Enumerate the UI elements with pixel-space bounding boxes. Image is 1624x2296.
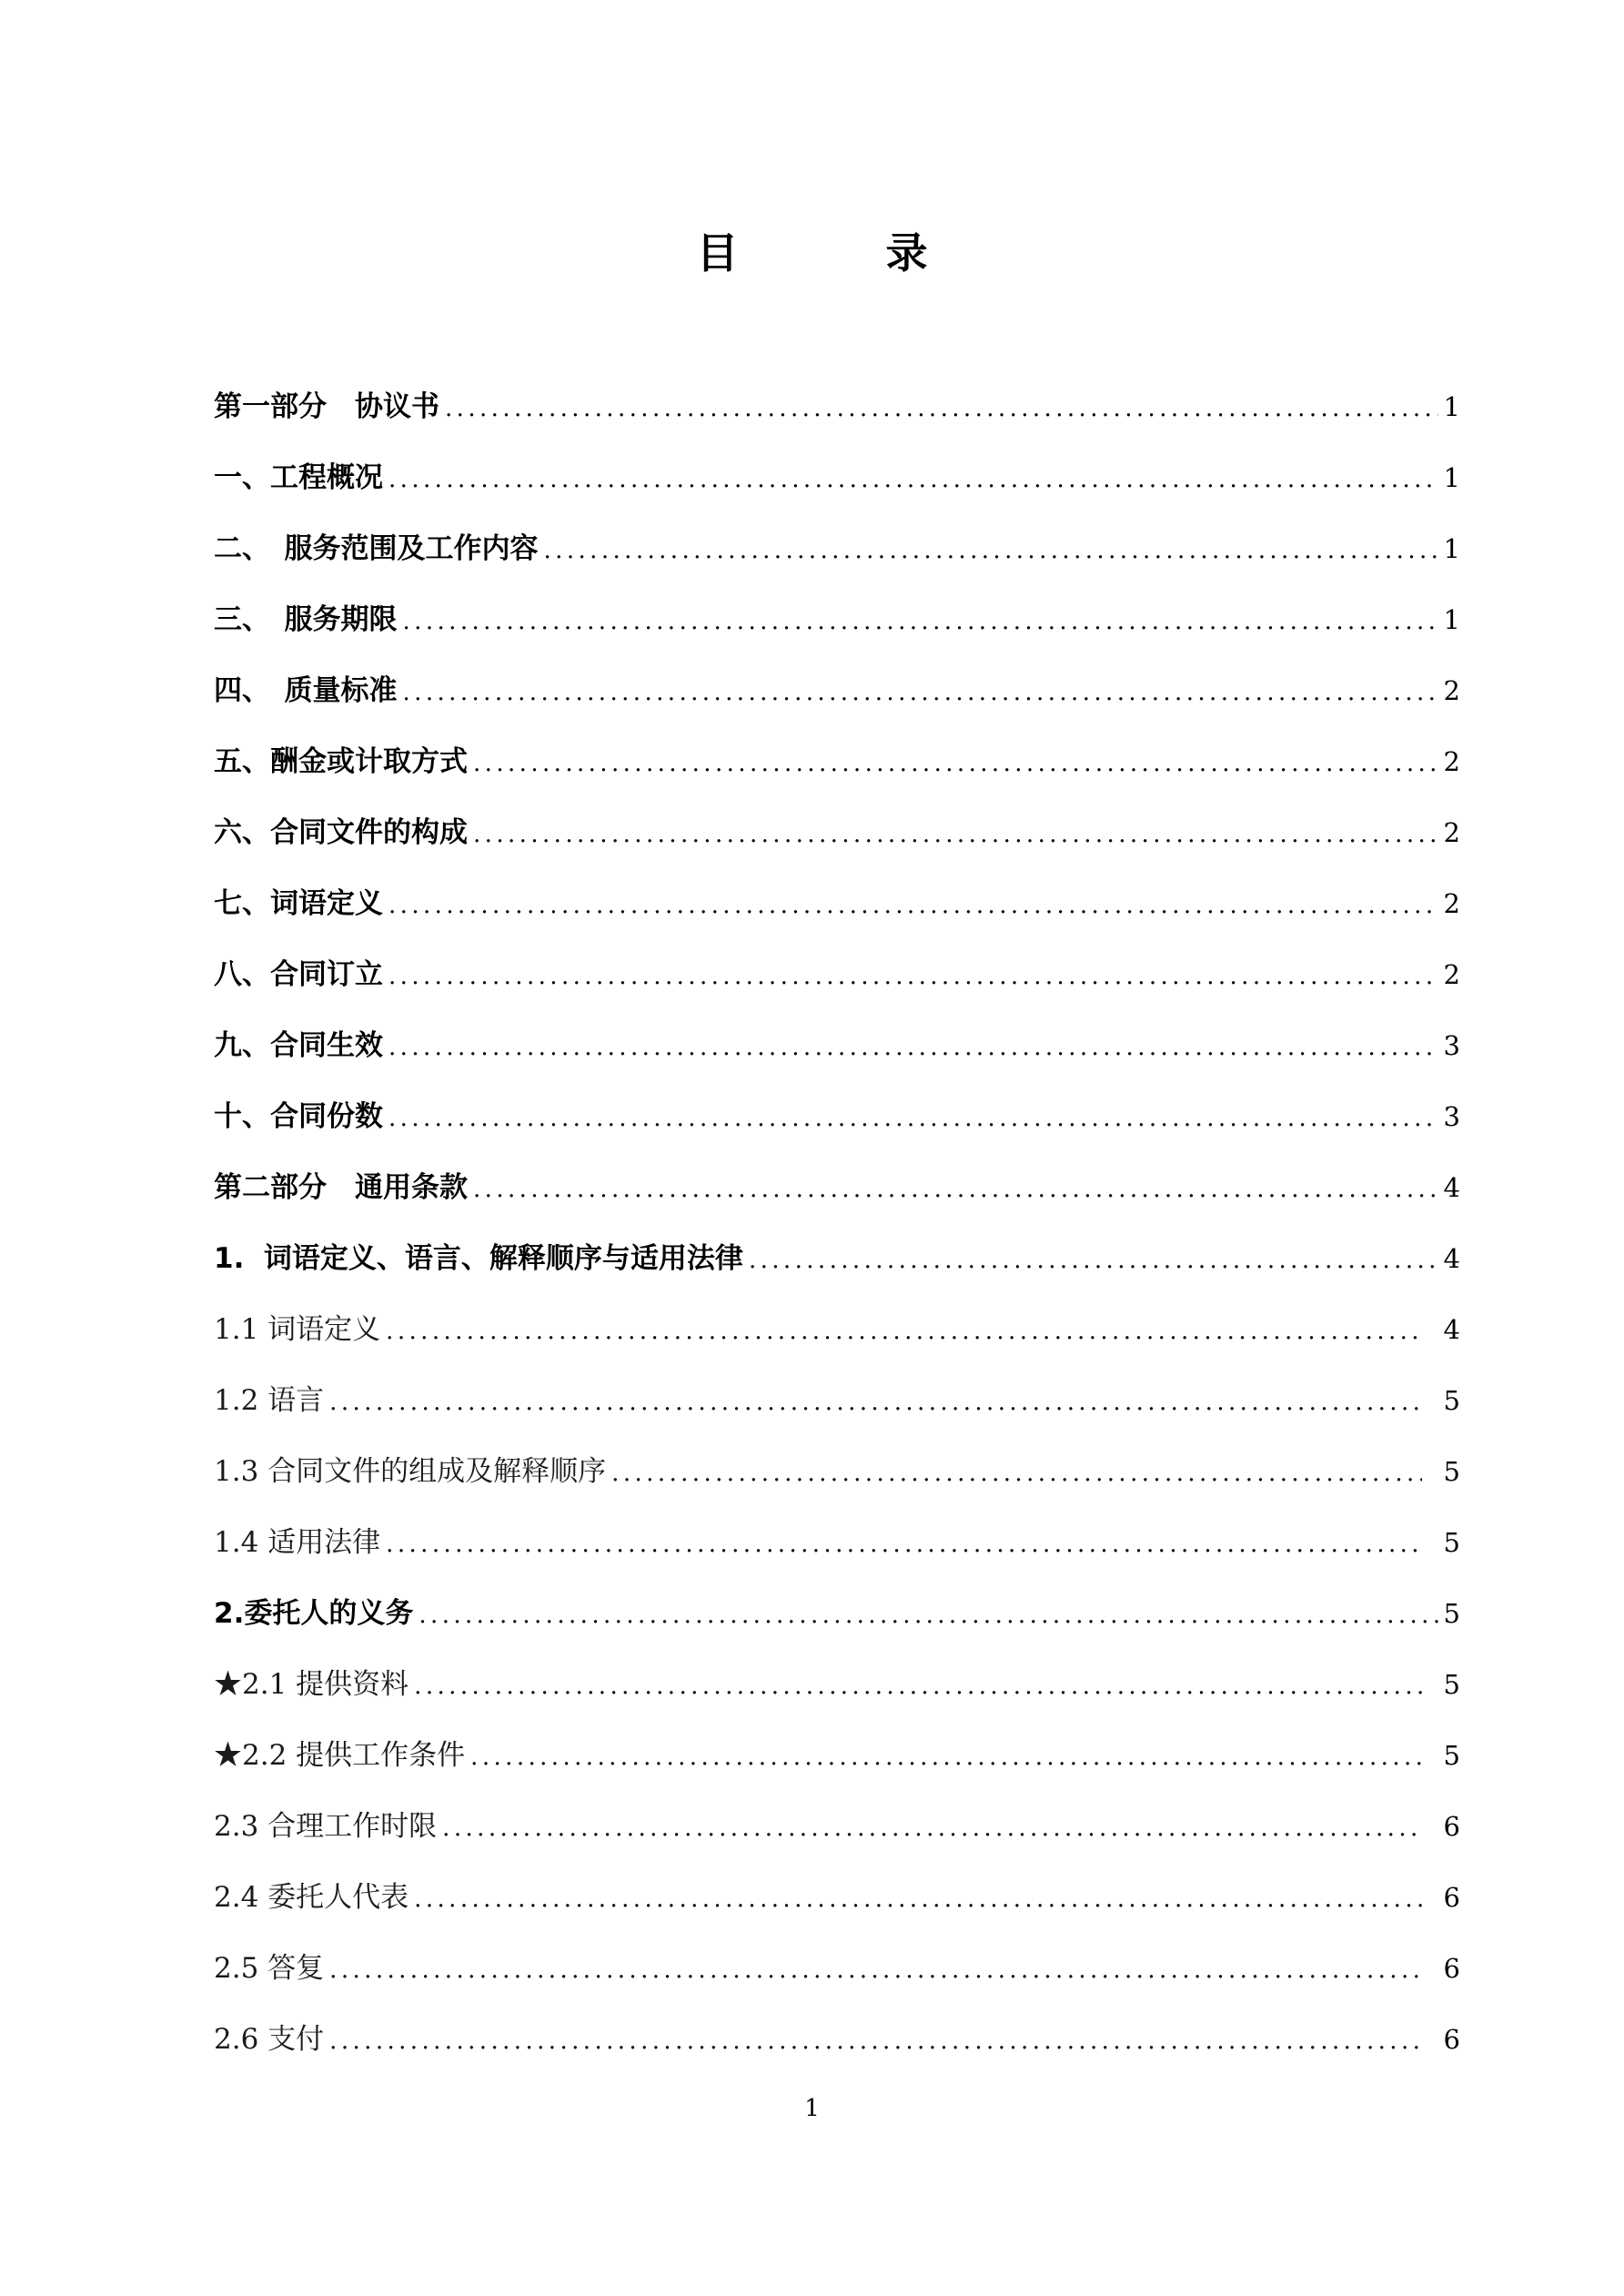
page-title: 目 录	[696, 228, 981, 278]
toc-entry-page-number: 5	[1443, 1669, 1460, 1700]
toc-dot-leader	[386, 1516, 1421, 1573]
toc-entry[interactable]	[214, 733, 1460, 804]
toc-entry-page-number: 2	[1443, 817, 1460, 848]
toc-entry-page-number: 1	[1443, 462, 1460, 493]
toc-dot-leader	[329, 1942, 1421, 1998]
toc-entry-label: 1.3 合同文件的组成及解释顺序	[214, 1455, 607, 1488]
toc-entry-label: 1.4 适用法律	[214, 1526, 381, 1559]
toc-dot-leader	[388, 1090, 1438, 1147]
toc-entry-page-number: 1	[1443, 533, 1460, 564]
toc-entry-label: 二、 服务范围及工作内容	[214, 532, 539, 565]
toc-entry-page-number: 1	[1443, 391, 1460, 422]
toc-dot-leader	[442, 1800, 1421, 1856]
toc-entry[interactable]	[214, 2011, 1460, 2082]
toc-entry[interactable]	[214, 1159, 1460, 1230]
toc-dot-leader	[473, 1161, 1438, 1218]
toc-entry[interactable]	[214, 1017, 1460, 1088]
toc-dot-leader	[473, 735, 1438, 792]
toc-entry-page-number: 6	[1443, 1811, 1460, 1842]
toc-entry-page-number: 2	[1443, 959, 1460, 990]
toc-entry-page-number: 5	[1443, 1456, 1460, 1487]
toc-entry[interactable]	[214, 521, 1460, 592]
toc-entry[interactable]	[214, 1727, 1460, 1798]
toc-dot-leader	[414, 1658, 1421, 1714]
toc-entry[interactable]	[214, 1585, 1460, 1656]
toc-entry-label: 六、合同文件的构成	[214, 816, 468, 849]
toc-entry-page-number: 3	[1443, 1030, 1460, 1061]
toc-entry-page-number: 6	[1443, 2024, 1460, 2055]
toc-dot-leader	[388, 1019, 1438, 1076]
toc-entry-label: 四、 质量标准	[214, 674, 398, 707]
toc-entry[interactable]	[214, 1869, 1460, 1940]
footer-page-number: 1	[804, 2095, 820, 2122]
toc-entry-page-number: 6	[1443, 1882, 1460, 1913]
toc-dot-leader	[414, 1871, 1421, 1927]
toc-entry-label: 2.6 支付	[214, 2023, 325, 2056]
toc-entry[interactable]	[214, 663, 1460, 733]
toc-entry-label: 第一部分 协议书	[214, 390, 439, 423]
toc-entry-label: ★2.1 提供资料	[214, 1668, 409, 1701]
toc-entry-label: 1.1 词语定义	[214, 1313, 381, 1346]
toc-entry[interactable]	[214, 1372, 1460, 1443]
toc-entry[interactable]	[214, 1443, 1460, 1514]
toc-entry-label: 2.4 委托人代表	[214, 1881, 409, 1914]
toc-entry-label: 七、词语定义	[214, 887, 383, 920]
toc-entry-label: 五、酬金或计取方式	[214, 745, 468, 778]
toc-entry-label: 八、合同订立	[214, 958, 383, 991]
toc-dot-leader	[386, 1303, 1421, 1360]
toc-entry[interactable]	[214, 1230, 1460, 1301]
toc-entry[interactable]	[214, 1514, 1460, 1585]
toc-entry-label: 1.2 语言	[214, 1384, 325, 1417]
toc-entry-label: 2.3 合理工作时限	[214, 1810, 438, 1843]
toc-entry-label: 第二部分 通用条款	[214, 1171, 468, 1204]
toc-dot-leader	[749, 1232, 1438, 1289]
toc-entry-label: 1. 词语定义、语言、解释顺序与适用法律	[214, 1242, 743, 1275]
toc-entry-page-number: 3	[1443, 1101, 1460, 1132]
toc-entry-page-number: 5	[1443, 1598, 1460, 1629]
toc-entry-page-number: 2	[1443, 888, 1460, 919]
toc-entry-page-number: 4	[1443, 1243, 1460, 1274]
toc-entry-page-number: 2	[1443, 675, 1460, 706]
toc-entry[interactable]	[214, 804, 1460, 875]
toc-entry-label: 2.5 答复	[214, 1952, 325, 1985]
toc-entry-page-number: 5	[1443, 1740, 1460, 1771]
toc-dot-leader	[388, 877, 1438, 934]
toc-dot-leader	[544, 522, 1438, 579]
toc-dot-leader	[388, 948, 1438, 1005]
toc-entry[interactable]	[214, 1940, 1460, 2011]
toc-entry-page-number: 4	[1443, 1314, 1460, 1345]
toc-dot-leader	[329, 1374, 1421, 1431]
toc-entry-page-number: 5	[1443, 1385, 1460, 1416]
toc-entry[interactable]	[214, 1301, 1460, 1372]
toc-entry[interactable]	[214, 592, 1460, 663]
toc-entry[interactable]	[214, 946, 1460, 1017]
toc-entry[interactable]	[214, 1656, 1460, 1727]
toc-entry[interactable]	[214, 450, 1460, 521]
toc-dot-leader	[470, 1729, 1421, 1785]
toc-dot-leader	[419, 1587, 1437, 1644]
toc-dot-leader	[445, 380, 1438, 437]
toc-dot-leader	[403, 593, 1438, 650]
toc-dot-leader	[388, 451, 1438, 508]
toc-entry[interactable]	[214, 1088, 1460, 1159]
toc-entry-label: ★2.2 提供工作条件	[214, 1739, 466, 1772]
toc-entry[interactable]	[214, 1798, 1460, 1869]
toc-entry-label: 三、 服务期限	[214, 603, 398, 636]
toc-entry-page-number: 5	[1443, 1527, 1460, 1558]
toc-entry-page-number: 4	[1443, 1172, 1460, 1203]
toc-entry[interactable]	[214, 379, 1460, 450]
toc-entry-page-number: 2	[1443, 746, 1460, 777]
toc-dot-leader	[403, 664, 1438, 721]
toc-entry[interactable]	[214, 875, 1460, 946]
toc-entry-label: 2.委托人的义务	[214, 1597, 414, 1630]
toc-entry-label: 十、合同份数	[214, 1100, 383, 1133]
table-of-contents	[214, 379, 1460, 2082]
toc-dot-leader	[329, 2013, 1421, 2069]
toc-dot-leader	[611, 1445, 1421, 1502]
toc-entry-label: 一、工程概况	[214, 461, 383, 494]
toc-entry-page-number: 1	[1443, 604, 1460, 635]
toc-dot-leader	[473, 806, 1438, 863]
toc-entry-label: 九、合同生效	[214, 1029, 383, 1062]
toc-entry-page-number: 6	[1443, 1953, 1460, 1984]
